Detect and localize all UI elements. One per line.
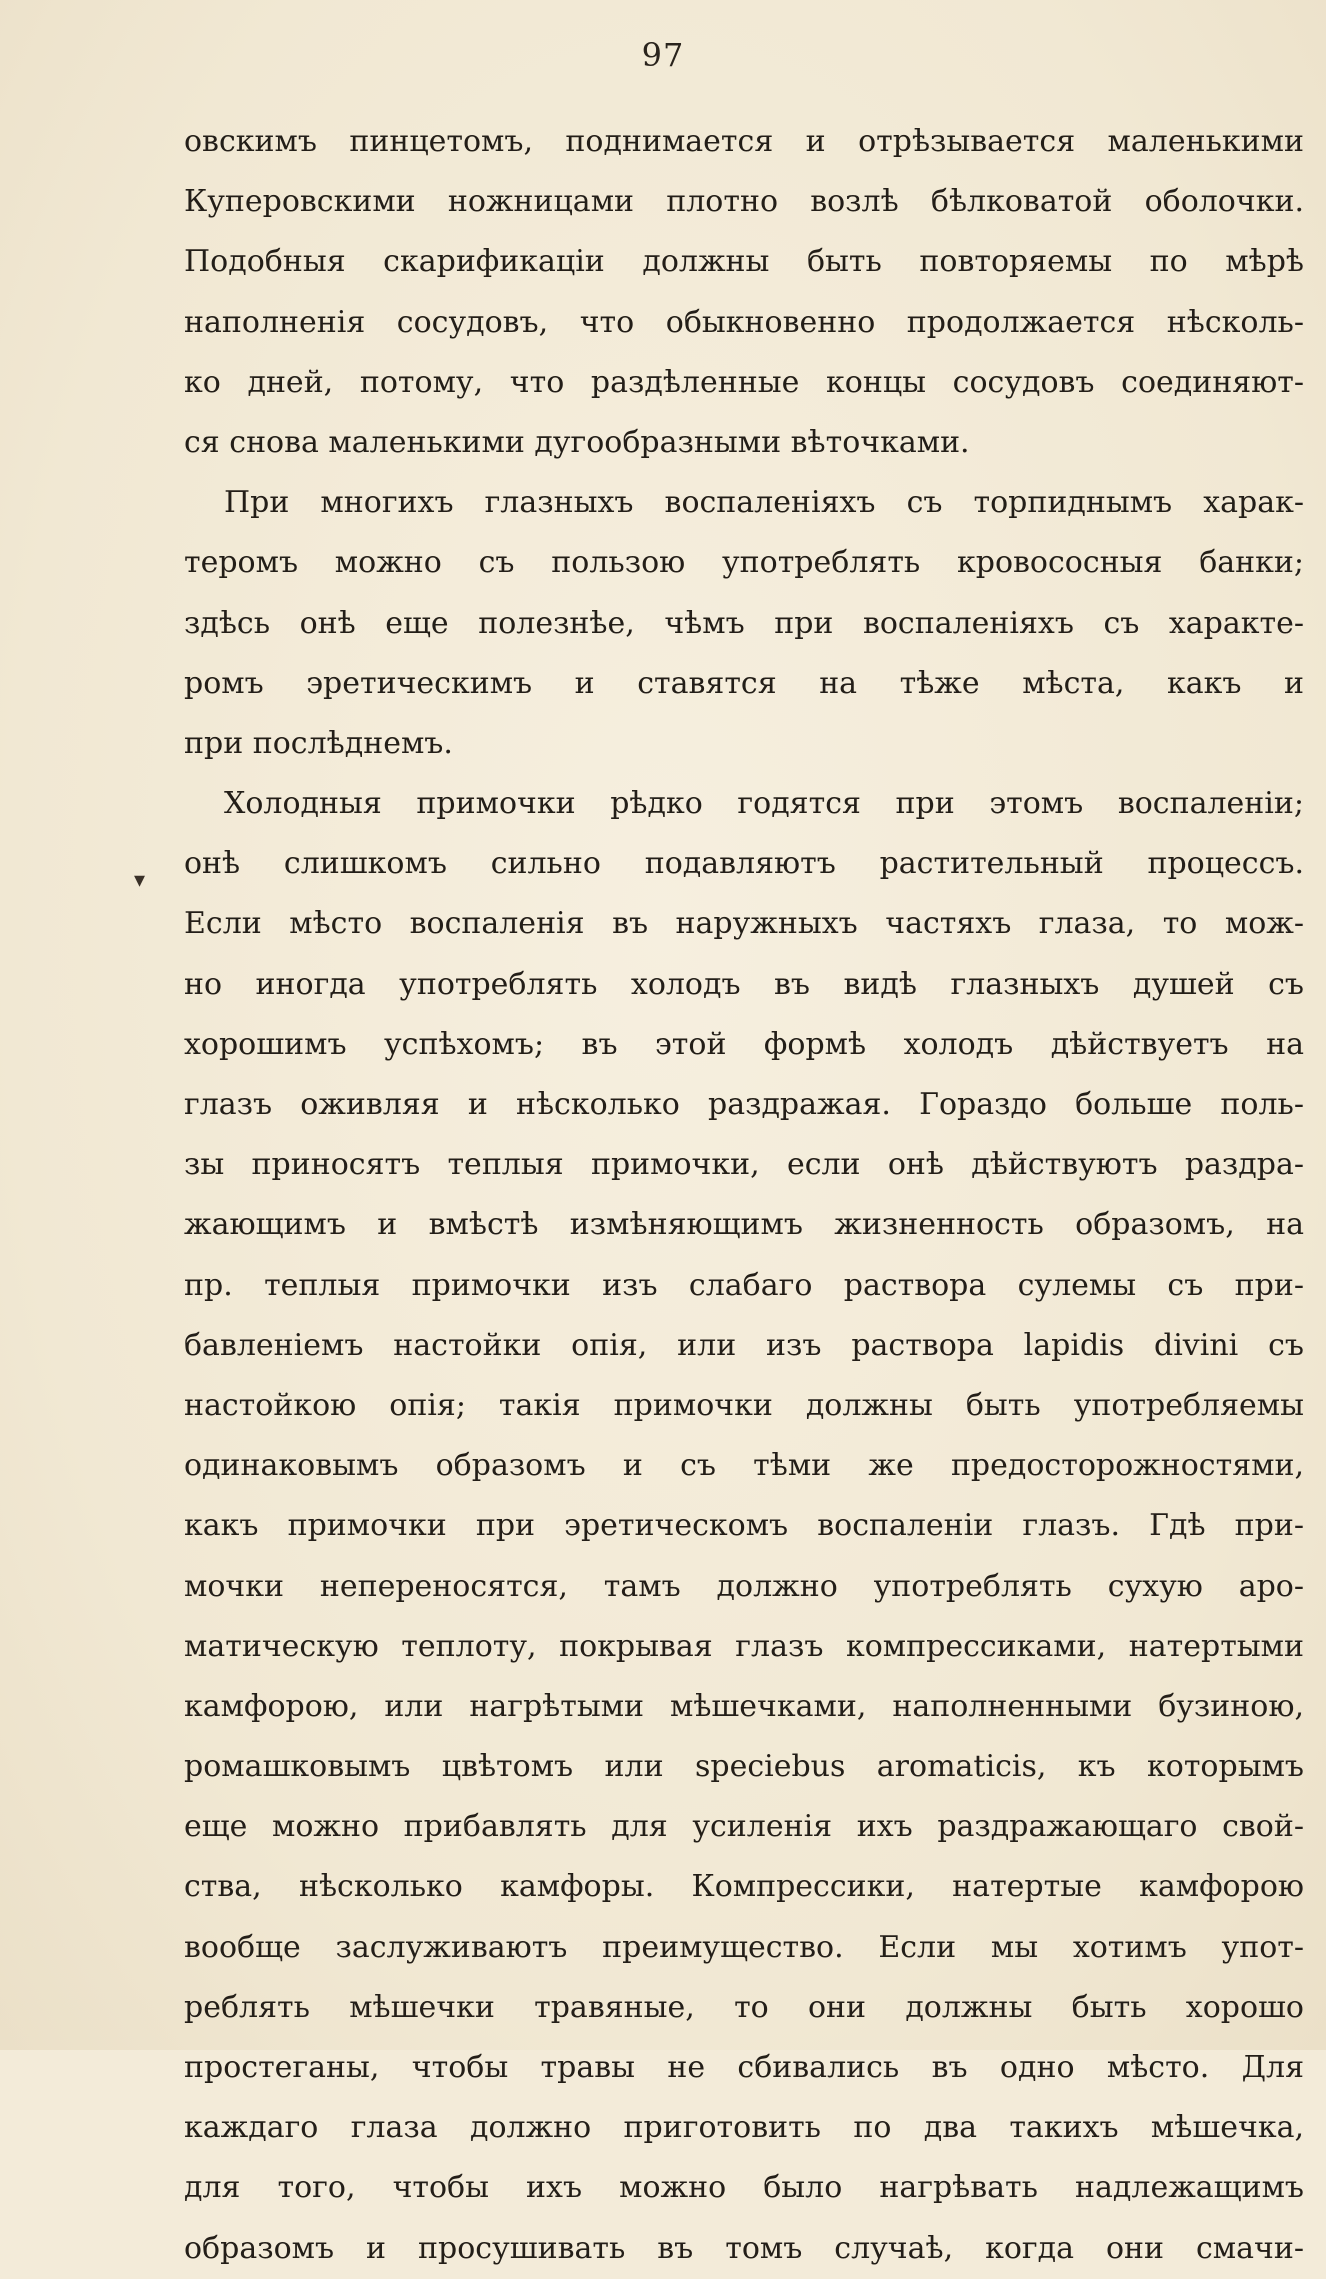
text-line: наполненія сосудовъ, что обыкновенно продолжается нѣсколь- (184, 304, 1304, 340)
text-line: ромъ эретическимъ и ставятся на тѣже мѣста, какъ и (184, 665, 1304, 701)
text-line: теромъ можно съ пользою употреблять кровососныя банки; (184, 545, 1304, 581)
text-line: реблять мѣшечки травяные, то они должны быть хорошо (184, 1989, 1304, 2025)
text-line: здѣсь онѣ еще полезнѣе, чѣмъ при воспаленіяхъ съ характе- (184, 605, 1304, 641)
text-line: онѣ слишкомъ сильно подавляютъ растительный процессъ. (184, 846, 1304, 882)
text-line: ромашковымъ цвѣтомъ или speciebus aromaticis, къ которымъ (184, 1749, 1304, 1785)
body-text (184, 112, 1304, 2279)
text-line: Если мѣсто воспаленія въ наружныхъ частяхъ глаза, то мож- (184, 906, 1304, 942)
text-line: ко дней, потому, что раздѣленные концы сосудовъ соединяют- (184, 364, 1304, 400)
margin-mark: ▾ (134, 868, 146, 893)
text-line: но иногда употреблять холодъ въ видѣ глазныхъ душей съ (184, 966, 1304, 1002)
text-line: овскимъ пинцетомъ, поднимается и отрѣзывается маленькими (184, 124, 1304, 159)
text-line: Куперовскими ножницами плотно возлѣ бѣлковатой оболочки. (184, 184, 1304, 220)
text-line: бавленіемъ настойки опія, или изъ раствора lapidis divini съ (184, 1327, 1304, 1363)
page-number: 97 (641, 36, 685, 74)
text-line: зы приносятъ теплыя примочки, если онѣ дѣйствуютъ раздра- (184, 1147, 1304, 1183)
text-line: хорошимъ успѣхомъ; въ этой формѣ холодъ дѣйствуетъ на (184, 1026, 1304, 1062)
text-line: образомъ и просушивать въ томъ случаѣ, когда они смачи- (184, 2230, 1304, 2266)
text-line: еще можно прибавлять для усиленія ихъ раздражающаго свой- (184, 1809, 1304, 1845)
text-line: камфорою, или нагрѣтыми мѣшечками, наполненными бузиною, (184, 1688, 1304, 1724)
text-line: Подобныя скарификаціи должны быть повторяемы по мѣрѣ (184, 244, 1304, 280)
text-line: матическую теплоту, покрывая глазъ компрессиками, натертыми (184, 1628, 1304, 1664)
text-line: одинаковымъ образомъ и съ тѣми же предосторожностями, (184, 1448, 1304, 1484)
text-line: при послѣднемъ. (184, 725, 453, 761)
text-line: какъ примочки при эретическомъ воспаленіи глазъ. Гдѣ при- (184, 1508, 1304, 1544)
text-line: для того, чтобы ихъ можно было нагрѣвать надлежащимъ (184, 2170, 1304, 2206)
text-line: мочки непереносятся, тамъ должно употреблять сухую аро- (184, 1568, 1304, 1604)
text-line: каждаго глаза должно приготовить по два такихъ мѣшечка, (184, 2110, 1304, 2146)
text-line: простеганы, чтобы травы не сбивались въ одно мѣсто. Для (184, 2050, 1304, 2085)
text-line: ства, нѣсколько камфоры. Компрессики, натертые камфорою (184, 1869, 1304, 1905)
text-line: настойкою опія; такія примочки должны быть употребляемы (184, 1387, 1304, 1423)
text-line: Холодныя примочки рѣдко годятся при этомъ воспаленіи; (224, 786, 1304, 822)
text-line: При многихъ глазныхъ воспаленіяхъ съ торпиднымъ харак- (224, 485, 1304, 521)
text-line: ся снова маленькими дугообразными вѣточками. (184, 424, 970, 460)
text-line: вообще заслуживаютъ преимущество. Если мы хотимъ упот- (184, 1929, 1304, 1965)
text-line: глазъ оживляя и нѣсколько раздражая. Гораздо больше поль- (184, 1087, 1304, 1122)
text-line: пр. теплыя примочки изъ слабаго раствора сулемы съ при- (184, 1267, 1304, 1303)
text-line: жающимъ и вмѣстѣ измѣняющимъ жизненность образомъ, на (184, 1207, 1304, 1243)
